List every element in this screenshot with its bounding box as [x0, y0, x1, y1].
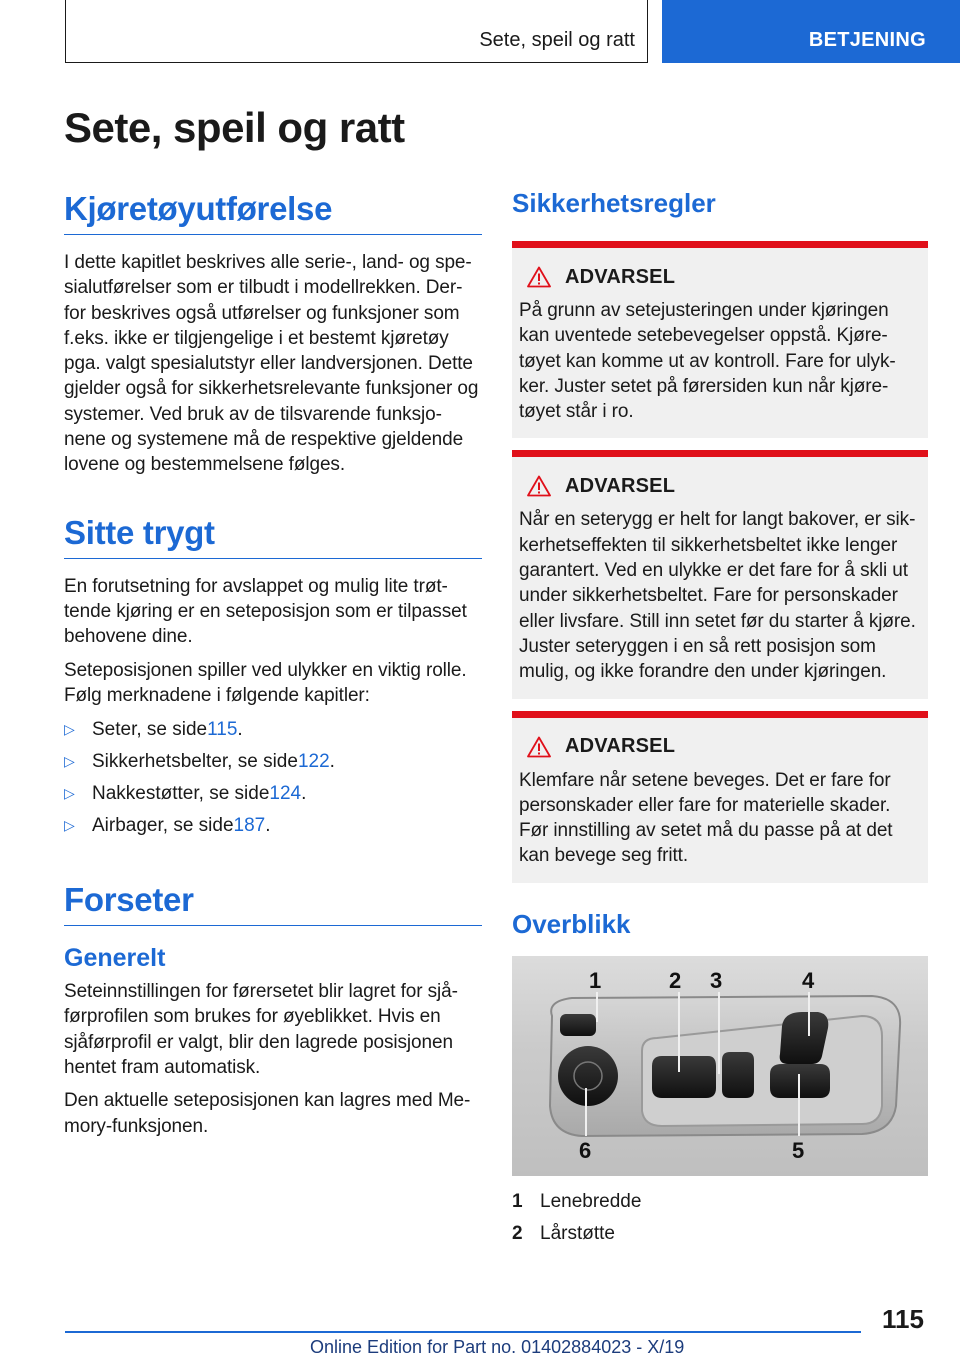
page-link[interactable]: 122	[297, 751, 330, 773]
paragraph-generelt-1: Seteinnstillingen for førersetet blir lagret for sjå-førprofilen som brukes for øyeblikket. Hvis en sjåførprofil er valgt, blir den lagrede posisjonen hentet fram automatisk.	[64, 981, 458, 1079]
seat-controls-photo	[512, 956, 928, 1176]
list-item: ▷ Nakkestøtter, se side 124 .	[64, 783, 307, 805]
left-column	[64, 190, 482, 1139]
list-item-text: Nakkestøtter, se side	[92, 783, 270, 805]
legend-label: Lårstøtte	[540, 1222, 615, 1244]
list-item-text: Airbager, se side	[92, 815, 234, 837]
list-item: ▷ Sikkerhetsbelter, se side 122 .	[64, 751, 335, 773]
warning-text: Når en seterygg er helt for langt bakover, er sik-kerhetseffekten til sikkerhetsbeltet ikke lenger garantert. Ved en ulykke er det fare for å skli ut under sikkerhetsbeltet. Fare for personskader eller livsfare. Still inn setet før du starter å kjøre. Juster seteryggen i en så rett posisjon som mulig, og ikke forandre den under kjøringen.	[519, 509, 916, 683]
warning-header	[519, 473, 920, 499]
paragraph-kjoretoyutforelse: I dette kapitlet beskrives alle serie-, land- og spe-sialutførelser som er tilbudt i modellrekken. Der-for beskrives også utførelser og funksjoner som f.eks. ikke er tilgjengelige i et bestemt kjøretøy pga. valgt spesialutstyr eller landversjonen. Dette gjelder også for sikkerhetsrelevante funksjoner og systemer. Ved bruk av de tilsvarende funksjo-nene og systemene må de respektive gjeldende lovene og bestemmelsene følges.	[64, 252, 479, 476]
header-title: Sete, speil og ratt	[479, 29, 635, 51]
warning-header	[519, 734, 920, 760]
page-title: Sete, speil og ratt	[64, 104, 405, 151]
warning-header	[519, 264, 920, 290]
legend-item	[512, 1186, 928, 1218]
warning-label: ADVARSEL	[565, 265, 676, 288]
footer-edition: Online Edition for Part no. 01402884023 - X/19	[310, 1337, 685, 1357]
warning-triangle-icon	[527, 266, 551, 288]
warning-text: Klemfare når setene beveges. Det er fare for personskader eller fare for materielle skader. Før innstilling av setet må du passe på at det kan bevege seg fritt.	[519, 769, 893, 867]
callout-label: 1	[589, 967, 602, 993]
page-link[interactable]: 124	[269, 783, 302, 805]
page-link[interactable]: 187	[233, 815, 266, 837]
warning-triangle-icon	[527, 475, 551, 497]
paragraph-sitte-trygt-1: En forutsetning for avslappet og mulig lite trøt-tende kjøring er en seteposisjon som er tilpasset behovene dine.	[64, 575, 467, 648]
legend-number: 2	[512, 1222, 523, 1244]
list-item: ▷ Airbager, se side 187 .	[64, 815, 271, 837]
callout-label: 5	[792, 1137, 805, 1163]
callout-label: 2	[669, 967, 682, 993]
section-heading-forseter: Forseter	[64, 881, 482, 926]
section-heading-overblikk: Overblikk	[512, 908, 631, 939]
footer-divider	[65, 1331, 861, 1333]
list-item: ▷ Seter, se side 115 .	[64, 719, 243, 741]
warning-box	[512, 450, 928, 698]
seat-controls-illustration	[512, 956, 928, 1176]
triangle-bullet-icon: ▷	[64, 817, 75, 834]
warning-label: ADVARSEL	[565, 474, 676, 497]
legend-label: Lenebredde	[540, 1190, 642, 1212]
paragraph-sitte-trygt-2: Seteposisjonen spiller ved ulykker en viktig rolle. Følg merknadene i følgende kapitler:	[64, 659, 467, 706]
warning-box	[512, 241, 928, 438]
page-number: 115	[882, 1304, 924, 1334]
list-item-text: Seter, se side	[92, 719, 208, 741]
list-item-text: Sikkerhetsbelter, se side	[92, 751, 298, 773]
triangle-bullet-icon: ▷	[64, 753, 75, 770]
callout-label: 4	[802, 967, 815, 993]
section-heading-sitte-trygt: Sitte trygt	[64, 514, 482, 559]
triangle-bullet-icon: ▷	[64, 785, 75, 802]
right-column	[512, 188, 928, 1250]
section-heading-kjoretoyutforelse: Kjøretøyutførelse	[64, 190, 482, 235]
triangle-bullet-icon: ▷	[64, 721, 75, 738]
header-title-box	[65, 0, 648, 63]
callout-label: 3	[710, 967, 723, 993]
header-section-tab[interactable]	[662, 0, 960, 63]
warning-text: På grunn av setejusteringen under kjøringen kan uventede setebevegelser oppstå. Kjøre-tøyet kan komme ut av kontroll. Fare for ulyk-ker. Juster setet på førersiden kun når kjøre-tøyet står i ro.	[519, 300, 896, 423]
subheading-generelt: Generelt	[64, 944, 166, 973]
chapter-reference-list	[64, 717, 482, 845]
page-link[interactable]: 115	[207, 719, 238, 741]
legend-item	[512, 1218, 928, 1250]
section-heading-sikkerhetsregler: Sikkerhetsregler	[512, 188, 716, 218]
warning-label: ADVARSEL	[565, 735, 676, 758]
warning-triangle-icon	[527, 736, 551, 758]
warning-box	[512, 711, 928, 883]
callout-label: 6	[579, 1137, 592, 1163]
legend-number: 1	[512, 1190, 523, 1212]
header-section-label: BETJENING	[808, 29, 926, 51]
paragraph-generelt-2: Den aktuelle seteposisjonen kan lagres med Me-mory-funksjonen.	[64, 1090, 471, 1137]
photo-legend	[512, 1186, 928, 1250]
